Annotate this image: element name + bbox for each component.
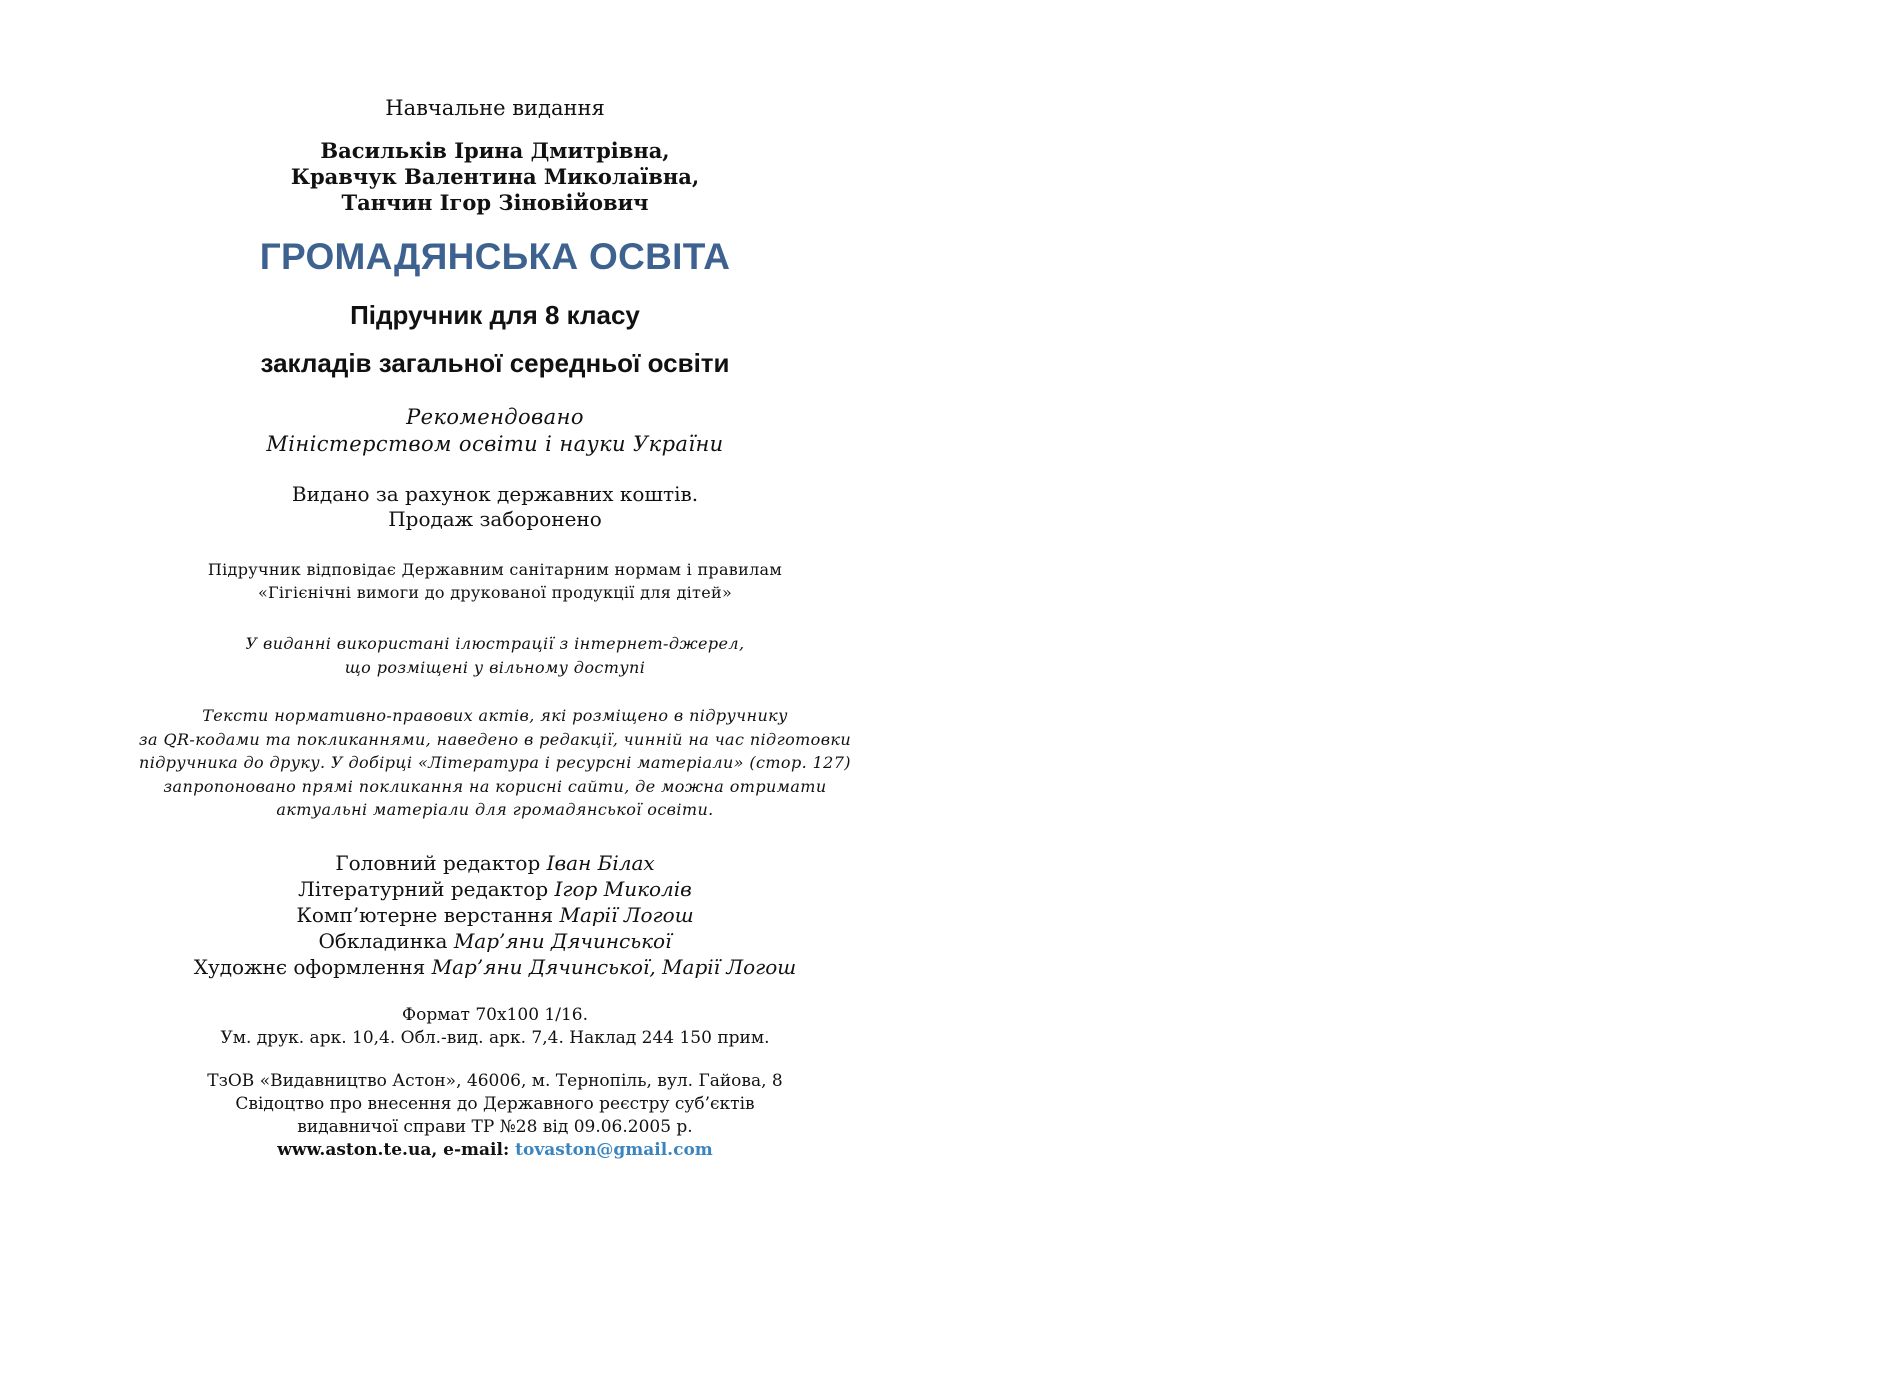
editorial-staff xyxy=(95,850,895,980)
staff-role: Літературний редактор xyxy=(298,876,555,901)
recommended-line-1: Рекомендовано xyxy=(406,405,584,429)
sanitary-line-1: Підручник відповідає Державним санітарним нормам і правилам xyxy=(207,560,783,579)
format-line-1: Формат 70х100 1/16. xyxy=(401,1004,589,1025)
author-2: Кравчук Валентина Миколаївна, xyxy=(290,164,700,189)
publisher-info xyxy=(95,1070,895,1162)
state-funds-line-2: Продаж заборонено xyxy=(388,507,602,531)
publisher-line-2: Свідоцтво про внесення до Державного реєстру суб’єктів xyxy=(235,1093,755,1114)
legal-line-4: запропоновано прямі покликання на корисні сайти, де можна отримати xyxy=(163,776,827,796)
author-1: Васильків Ірина Дмитрівна, xyxy=(320,138,670,163)
email-link[interactable]: tovaston@gmail.com xyxy=(515,1139,713,1160)
illustrations-note xyxy=(95,632,895,680)
book-subtitle-1: Підручник для 8 класу xyxy=(350,300,640,330)
illustrations-line-2: що розміщені у вільному доступі xyxy=(344,658,646,677)
staff-line xyxy=(95,876,895,902)
staff-line xyxy=(95,850,895,876)
staff-role: Головний редактор xyxy=(335,850,547,875)
staff-line xyxy=(95,954,895,980)
staff-role: Комп’ютерне верстання xyxy=(296,902,560,927)
legal-line-2: за QR-кодами та покликаннями, наведено в редакції, чинній на час підготовки xyxy=(138,729,852,749)
legal-line-3: підручника до друку. У добірці «Література і ресурсні матеріали» (стор. 127) xyxy=(139,753,851,772)
imprint-page xyxy=(95,96,895,1162)
series-label: Навчальне видання xyxy=(385,96,605,120)
staff-line xyxy=(95,928,895,954)
state-funds-note xyxy=(95,482,895,532)
staff-line xyxy=(95,902,895,928)
staff-name: Мар’яни Дячинської, Марії Логош xyxy=(431,954,797,979)
book-title: ГРОМАДЯНСЬКА ОСВІТА xyxy=(259,236,731,277)
legal-line-1: Тексти нормативно-правових актів, які розміщено в підручнику xyxy=(202,706,788,725)
book-subtitle-2: закладів загальної середньої освіти xyxy=(260,348,730,378)
contacts-line xyxy=(95,1139,895,1162)
state-funds-line-1: Видано за рахунок державних коштів. xyxy=(291,482,699,506)
authors xyxy=(95,138,895,216)
illustrations-line-1: У виданні використані ілюстрації з інтернет-джерел, xyxy=(245,634,745,653)
legal-acts-note xyxy=(95,704,895,822)
author-3: Танчин Ігор Зіновійович xyxy=(341,190,649,215)
staff-name: Марії Логош xyxy=(559,902,694,927)
publisher-line-1: ТзОВ «Видавництво Астон», 46006, м. Тернопіль, вул. Гайова, 8 xyxy=(207,1070,783,1091)
staff-name: Іван Білах xyxy=(546,850,655,875)
recommended-line-2: Міністерством освіти і науки України xyxy=(266,432,724,456)
staff-role: Художнє оформлення xyxy=(193,954,432,979)
format-line-2: Ум. друк. арк. 10,4. Обл.-вид. арк. 7,4. Наклад 244 150 прим. xyxy=(220,1027,770,1048)
website-text: www.aston.te.ua, e-mail: xyxy=(277,1139,516,1160)
publisher-line-3: видавничої справи ТР №28 від 09.06.2005 р. xyxy=(297,1116,693,1137)
legal-line-5: актуальні матеріали для громадянської освіти. xyxy=(276,800,714,819)
sanitary-line-2: «Гігієнічні вимоги до друкованої продукції для дітей» xyxy=(257,583,733,602)
print-format-info xyxy=(95,1004,895,1050)
ministry-recommendation xyxy=(95,404,895,458)
staff-role: Обкладинка xyxy=(318,928,454,953)
staff-name: Ігор Миколів xyxy=(554,876,692,901)
sanitary-note xyxy=(95,558,895,604)
staff-name: Мар’яни Дячинської xyxy=(453,928,672,953)
